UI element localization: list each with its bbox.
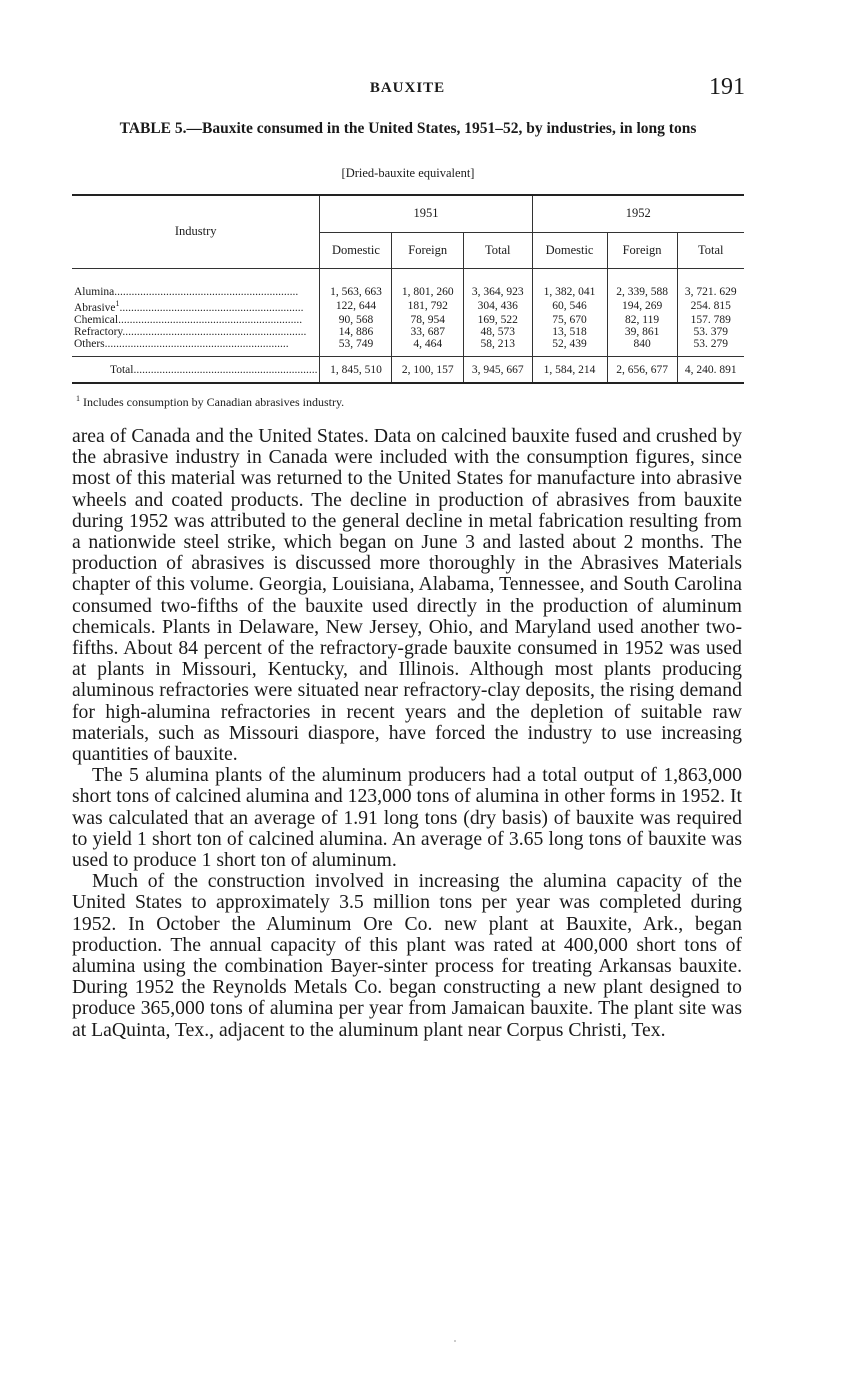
cell: 13, 518 <box>532 326 607 338</box>
year-header-1951: 1951 <box>320 195 532 232</box>
table-row <box>72 286 744 298</box>
table-footnote <box>76 394 344 410</box>
paragraph-1: area of Canada and the United States. Data on calcined bauxite fused and crushed by the abrasive industry in Canada were included with the consumption figures, since most of this material was returned to the United States for manufacture into abrasive wheels and coated products. The decline in production of abrasives from bauxite during 1952 was attributed to the general decline in metal fabrication resulting from a nationwide steel strike, which began on June 3 and lasted about 2 months. The production of abrasives is discussed more thoroughly in the Abrasives Materials chapter of this volume. Georgia, Louisiana, Alabama, Tennessee, and South Carolina consumed two-fifths of the bauxite used directly in the production of aluminum chemicals. Plants in Delaware, New Jersey, Ohio, and Maryland used another two-fifths. About 84 percent of the refractory-grade bauxite consumed in 1952 was used at plants in Missouri, Kentucky, and Illinois. Although most plants producing aluminous refractories were situated near refractory-clay deposits, the rising demand for high-alumina refractories in recent years and the depletion of suitable raw materials, such as Missouri diaspore, have forced the industry to use increasing quantities of bauxite. <box>72 425 742 766</box>
row-label: Abrasive$^1$ ..... <box>72 298 320 314</box>
total-cell: 3, 945, 667 <box>463 357 532 383</box>
cell: 82, 119 <box>607 314 677 326</box>
cell: 90, 568 <box>320 314 392 326</box>
cell: 3, 364, 923 <box>463 286 532 298</box>
consumption-table <box>72 194 744 384</box>
cell: 169, 522 <box>463 314 532 326</box>
total-cell: 1, 584, 214 <box>532 357 607 383</box>
cell: 1, 382, 041 <box>532 286 607 298</box>
cell: 194, 269 <box>607 298 677 314</box>
cell: 33, 687 <box>392 326 464 338</box>
scan-speck <box>454 1340 456 1342</box>
cell: 53. 279 <box>677 338 744 350</box>
paragraph-2: The 5 alumina plants of the aluminum producers had a total output of 1,863,000 short tons of calcined alumina and 123,000 tons of alumina in other forms in 1952. It was calculated that an average of 1.91 long tons (dry basis) of bauxite was required to yield 1 short ton of calcined alumina. An average of 3.65 long tons of bauxite was used to produce 1 short ton of aluminum. <box>72 764 742 872</box>
total-row <box>72 357 744 383</box>
row-label: Refractory ..... <box>72 326 320 338</box>
year-header-1952: 1952 <box>532 195 744 232</box>
paragraph-3: Much of the construction involved in increasing the alumina capacity of the United States to approximately 3.5 million tons per year was completed during 1952. In October the Aluminum Ore Co. new plant at Bauxite, Ark., began production. The annual capacity of this plant was rated at 400,000 short tons of alumina using the combination Bayer-sinter process for treating Arkansas bauxite. During 1952 the Reynolds Metals Co. began constructing a new plant designed to produce 365,000 tons of alumina per year from Jamaican bauxite. The plant site was at LaQuinta, Tex., adjacent to the aluminum plant near Corpus Christi, Tex. <box>72 870 742 1041</box>
row-label: Chemical ..... <box>72 314 320 326</box>
cell: 157. 789 <box>677 314 744 326</box>
col-total-1952: Total <box>677 232 744 268</box>
cell: 304, 436 <box>463 298 532 314</box>
cell: 14, 886 <box>320 326 392 338</box>
cell: 254. 815 <box>677 298 744 314</box>
col-domestic-1952: Domestic <box>532 232 607 268</box>
table-row <box>72 298 744 314</box>
cell: 122, 644 <box>320 298 392 314</box>
cell: 60, 546 <box>532 298 607 314</box>
row-label: Alumina ..... <box>72 286 320 298</box>
page-number: 191 <box>709 74 745 100</box>
cell: 52, 439 <box>532 338 607 350</box>
cell: 2, 339, 588 <box>607 286 677 298</box>
total-cell: 2, 100, 157 <box>392 357 464 383</box>
footnote-ref: 1 <box>115 299 120 308</box>
table-row <box>72 326 744 338</box>
cell: 4, 464 <box>392 338 464 350</box>
cell: 1, 563, 663 <box>320 286 392 298</box>
total-label: Total ..... <box>72 357 320 383</box>
total-cell: 4, 240. 891 <box>677 357 744 383</box>
table-subtitle: [Dried-bauxite equivalent] <box>341 166 475 180</box>
cell: 75, 670 <box>532 314 607 326</box>
table-row <box>72 338 744 350</box>
col-foreign-1952: Foreign <box>607 232 677 268</box>
running-head <box>72 76 743 104</box>
col-total-1951: Total <box>463 232 532 268</box>
table-title: TABLE 5.—Bauxite consumed in the United States, 1951–52, by industries, in long tons <box>119 120 697 137</box>
cell: 58, 213 <box>463 338 532 350</box>
row-label: Others ..... <box>72 338 320 350</box>
col-domestic-1951: Domestic <box>320 232 392 268</box>
cell: 840 <box>607 338 677 350</box>
cell: 1, 801, 260 <box>392 286 464 298</box>
cell: 53. 379 <box>677 326 744 338</box>
total-cell: 1, 845, 510 <box>320 357 392 383</box>
col-foreign-1951: Foreign <box>392 232 464 268</box>
body-text <box>72 426 742 1041</box>
footnote-marker: 1 <box>76 394 80 403</box>
cell: 3, 721. 629 <box>677 286 744 298</box>
total-cell: 2, 656, 677 <box>607 357 677 383</box>
cell: 53, 749 <box>320 338 392 350</box>
cell: 181, 792 <box>392 298 464 314</box>
running-title: BAUXITE <box>369 80 446 96</box>
industry-header: Industry <box>72 195 320 268</box>
cell: 39, 861 <box>607 326 677 338</box>
cell: 78, 954 <box>392 314 464 326</box>
footnote-text: Includes consumption by Canadian abrasives industry. <box>83 395 345 409</box>
table-row <box>72 314 744 326</box>
cell: 48, 573 <box>463 326 532 338</box>
